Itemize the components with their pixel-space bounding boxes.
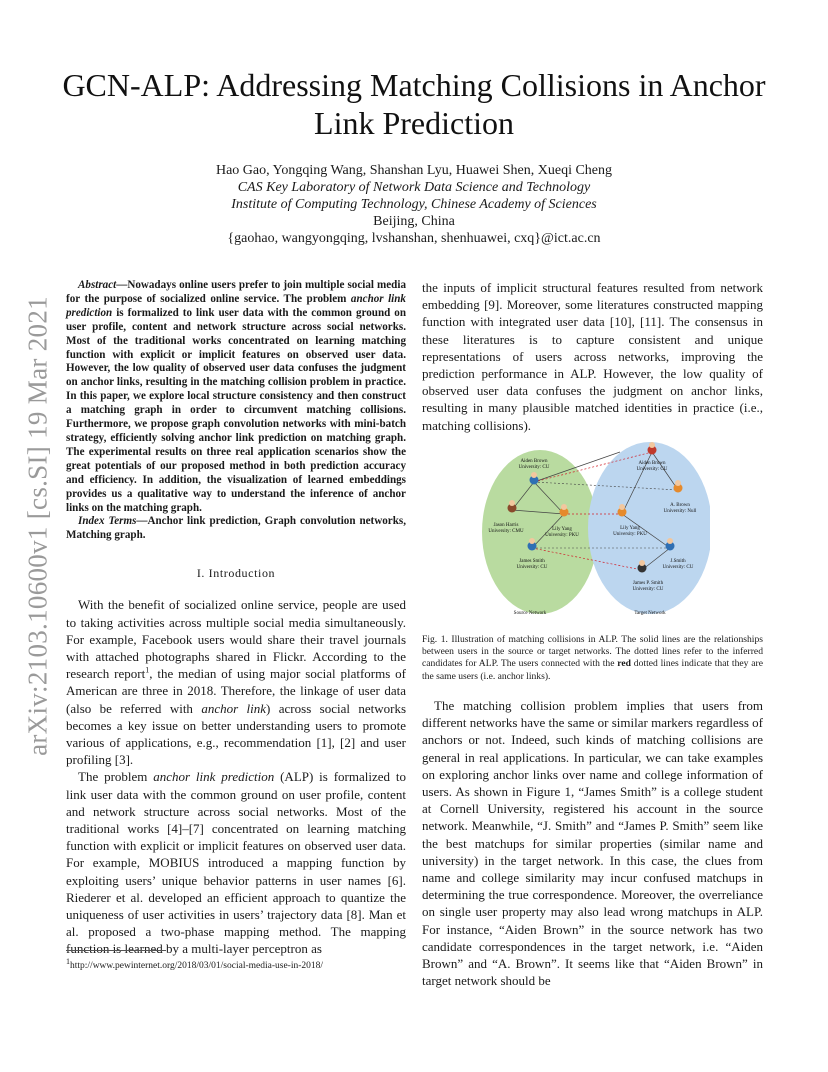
section-heading: I. Introduction — [196, 566, 276, 581]
tgt-user-4-name: J.Smith — [670, 559, 686, 564]
index-terms-label: Index Terms — [78, 515, 137, 528]
source-network-label: Source Network — [513, 611, 547, 616]
src-user-1-affil: University: CU — [518, 465, 550, 470]
arxiv-watermark — [24, 296, 52, 756]
tgt-user-5-affil: University: CU — [632, 587, 664, 592]
affiliation-2: Institute of Computing Technology, Chinese Academy of Sciences — [231, 197, 597, 212]
src-user-2-name: Jason Harris — [493, 523, 519, 528]
tgt-user-4-affil: University: CU — [662, 565, 694, 570]
src-user-1-name: Aiden Brown — [520, 459, 548, 464]
src-user-2-affil: University: CMU — [488, 529, 524, 534]
tgt-user-2-name: A. Brown — [670, 503, 690, 508]
intro-paragraph-1: With the benefit of socialized online service, people are used to taking activities across multiple social media simultaneously. For example, Facebook users would share their travel journals with attached photographs shared in Flickr. According to the research report$^1$, the median of using major social platforms of American are three in 2018. Therefore, the linkage of user data (also be referred with anchor link) across social networks becomes a key issue on better understanding users to promote various of applications, e.g., recommendation [1], [2] and user profiling [3]. — [66, 597, 406, 768]
intro-paragraph-2: The problem anchor link prediction (ALP) is formalized to link user data with the common ground on user profile, content and network structure across social networks. Most of the traditional works [4]–[7] concentrated on learning matching function with explicit or implicit features on observed user data. For example, MOBIUS introduced a mapping function by exploiting users’ unique behavior patterns in user names [6]. Riederer et al. developed an efficient approach to quantize the uniqueness of user activities in users’ trajectory data [8]. Man et al. proposed a two-phase mapping method. The mapping function is learned by a multi-layer perceptron as — [66, 769, 406, 957]
author-block — [60, 162, 768, 247]
tgt-user-1-affil: University: CU — [636, 467, 668, 472]
right-column-bottom — [422, 697, 763, 989]
figure-matching-collisions — [480, 440, 710, 620]
left-column — [66, 279, 406, 958]
abstract-text-a: —Nowadays online users prefer to join multiple social media for the purpose of socialized online service. The problem — [66, 279, 406, 305]
src-user-4-affil: University: CU — [516, 565, 548, 570]
right-column-top — [422, 279, 763, 434]
footnote: $^1$http://www.pewinternet.org/2018/03/01/social-media-use-in-2018/ — [66, 956, 324, 971]
tgt-user-3-name: Lily Yang — [620, 526, 640, 531]
author-names: Hao Gao, Yongqing Wang, Shanshan Lyu, Huawei Shen, Xueqi Cheng — [215, 163, 613, 178]
src-user-3-name: Lily Yang — [552, 527, 572, 532]
src-user-3-affil: University: PKU — [545, 533, 579, 538]
tgt-user-1-name: Aiden Brown — [638, 461, 666, 466]
footnote-rule — [66, 950, 166, 951]
target-network-label: Target Network — [634, 611, 666, 616]
tgt-user-2-affil: University: Null — [663, 509, 697, 514]
abstract-label: Abstract — [78, 279, 117, 291]
footnote-url: http://www.pewinternet.org/2018/03/01/social-media-use-in-2018/ — [70, 961, 324, 971]
index-terms-text: —Anchor link prediction, Graph convolution networks, Matching graph. — [66, 515, 406, 542]
affiliation-1: CAS Key Laboratory of Network Data Science and Technology — [237, 180, 591, 195]
abstract-text-b: is formalized to link user data with the common ground on user profile, content and network structure across social networks. Most of the traditional works concentrated on learning matching function with explicit or implicit features on observed user data. However, the low quality of observed user data confuses the judgment on anchor links, resulting in the matching collision problem in practice. In this paper, we explore local structure consistency and then construct a matching graph in order to circumvent matching collisions. Furthermore, we propose graph convolution networks with mini-batch strategy, efficiently solving anchor link prediction on matching graph. The experimental results on three real application scenarios show the great potentials of our proposed method in both prediction accuracy and efficiency. In addition, the visualization of learned embeddings provides us a qualitative way to understand the inference of anchor links on the matching graph. — [66, 306, 406, 514]
src-user-4-name: James Smith — [519, 559, 545, 564]
abstract — [66, 279, 406, 543]
right-paragraph-1: the inputs of implicit structural features resulted from network embedding [9]. Moreover, some literatures constructed mapping function with integrated user data [10], [11]. The consensus in these literatures is to capture consistent and unique representations of users across networks, improving the prediction performance in ALP. However, the low quality of observed user data confuses the judgment on anchor links, resulting in many plausible matched identities in practice (i.e., matching collisions). — [422, 280, 763, 433]
right-paragraph-2: The matching collision problem implies that users from different networks have the same or similar markers regardless of anchors or not. Indeed, such kinds of matching collisions are general in real applications. In particular, we can take examples on exploring anchor links over name and college information of users. As shown in Figure 1, “James Smith” is a college student at Cornell University, registered his account in the source network. Meanwhile, “J. Smith” and “James P. Smith” seem like the best matchups for similar properties (similar name and university) in the target network. In this case, the clues from name and college similarity may incur confused matchups in determining the true correspondence. Moreover, the overreliance on single user property may also lead wrong matchups in ALP. For instance, “Aiden Brown” in the source network has two candidate correspondences in the target network, i.e. “Aiden Brown” and “A. Brown”. It seems like that “Aiden Brown” in target network should be — [422, 698, 763, 989]
author-city: Beijing, China — [373, 214, 455, 229]
figure-caption: Fig. 1. Illustration of matching collisions in ALP. The solid lines are the relationships between users in the source or target networks. The dotted lines refer to the inferred candidates for ALP. The users connected with the red dotted lines indicate that they are the same users (i.e. anchor links). — [422, 634, 763, 682]
tgt-user-5-name: James P. Smith — [632, 581, 664, 586]
arxiv-id: arXiv:2103.10600v1 [cs.SI] 19 Mar 2021 — [22, 296, 53, 756]
author-email: {gaohao, wangyongqing, lvshanshan, shenhuawei, cxq}@ict.ac.cn — [227, 231, 601, 246]
paper-title: GCN-ALP: Addressing Matching Collisions in Anchor Link Prediction — [62, 67, 766, 141]
footnote-ref: 1 — [145, 665, 150, 675]
abstract-term: anchor link prediction — [66, 292, 406, 319]
tgt-user-3-affil: University: PKU — [613, 532, 647, 537]
